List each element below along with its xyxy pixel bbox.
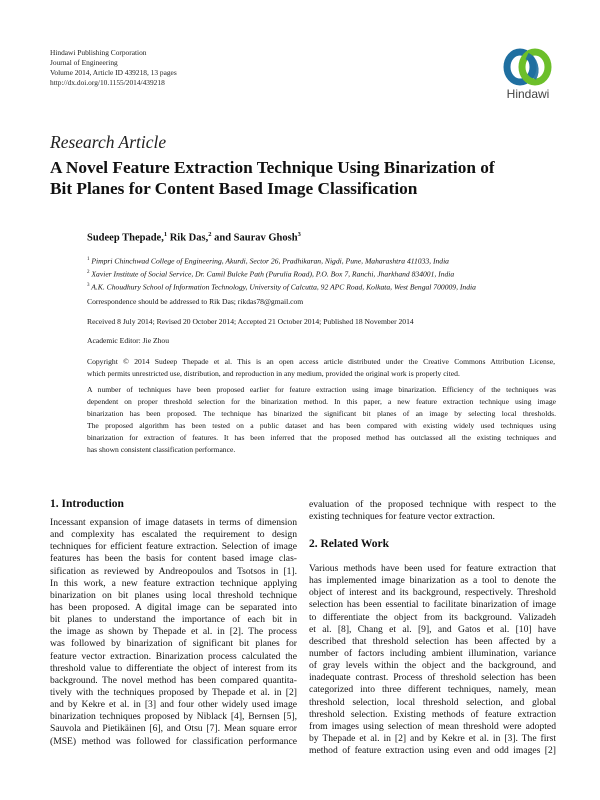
aff-text: Pimpri Chinchwad College of Engineering, Akurdi, Sector 26, Pradhikaran, Nigdi, Pune, Maharashtra 411033, India	[89, 256, 449, 266]
text-line: has been proposed. A digital image can be separated into	[50, 601, 297, 613]
text-line: to differentiate the object from its background. Valizadeh	[309, 611, 556, 623]
title-line: Bit Planes for Content Based Image Classification	[50, 179, 418, 198]
text-line: A number of techniques have been proposed earlier for feature extraction using image binarization. Efficiency of the techniques was	[87, 385, 556, 394]
aff-text: Xavier Institute of Social Service, Dr. Camil Bulcke Path (Purulia Road), P.O. Box 7, Ranchi, Jharkhand 834001, India	[89, 269, 455, 279]
text-line: feature vector extraction. Binarization process calculated the	[50, 650, 297, 662]
introduction-text	[50, 517, 297, 748]
text-line: binarization has been proposed. The technique has binarized the significant bit planes of an image by selecting local thresholds.	[87, 409, 556, 418]
hindawi-logo-text: Hindawi	[506, 87, 550, 101]
text-line: background. The novel method has been compared quantita-	[50, 674, 297, 686]
text-line: described that threshold selection has been affected by a	[309, 635, 556, 647]
text-line: the image as shown by Thepade et al. in [2]. The process	[50, 626, 297, 638]
text-line: sification as reviewed by Andreopoulos and Tsotsos in [1].	[50, 565, 297, 577]
author-name: Sudeep Thepade,	[87, 232, 164, 244]
text-line: tively with the techniques proposed by Thepade et al. in [2]	[50, 686, 297, 698]
text-line: dependent on proper threshold selection for the binarization method. In this paper, a new feature extraction technique using image	[87, 397, 556, 406]
aff-sup: 1	[87, 257, 90, 262]
text-line: Incessant expansion of image datasets in terms of dimension	[50, 517, 297, 528]
related-work-text	[309, 563, 556, 757]
text-line: http://dx.doi.org/10.1155/2014/439218	[50, 78, 165, 87]
text-line: of gray levels within the object and the background, and	[309, 660, 556, 672]
text-line: inadequate contrast. Process of threshold selection has been	[309, 672, 556, 684]
text-line: In this work, a new feature extraction technique applying	[50, 577, 297, 589]
text-line: The proposed algorithm has been tested on a public dataset and has been compared with existing widely used techniques using	[87, 421, 556, 430]
text-line: Copyright © 2014 Sudeep Thepade et al. This is an open access article distributed under the Creative Commons Attribution License,	[87, 357, 555, 366]
author-sup: 2	[208, 231, 212, 238]
section-heading-related-work: 2. Related Work	[309, 538, 389, 550]
affiliation	[87, 254, 476, 267]
text-line: number of factors including ambient illumination, variance	[309, 647, 556, 659]
text-line: method of feature extraction using even and odd images [2]	[309, 745, 556, 757]
text-line: techniques for efficient feature extraction. Selection of image	[50, 541, 297, 553]
affiliation	[87, 267, 476, 280]
text-line: from images using selection of mean threshold were adopted	[309, 720, 556, 732]
text-line: and complexity has escalated the requirement to design	[50, 529, 297, 541]
journal-header	[50, 48, 177, 88]
text-line: binarization techniques proposed by Niblack [4], Bernsen [5],	[50, 711, 297, 723]
article-type: Research Article	[50, 132, 167, 152]
text-line: object of interest and its background, respectively. Threshold	[309, 587, 556, 599]
text-line: features has been the basis for content based image clas-	[50, 553, 297, 565]
aff-text: A.K. Choudhury School of Information Technology, University of Calcutta, 92 APC Road, Kolkata, West Bengal 700009, India	[89, 282, 476, 292]
title-line: A Novel Feature Extraction Technique Using Binarization of	[50, 158, 495, 177]
text-line: Volume 2014, Article ID 439218, 13 pages	[50, 68, 177, 77]
affiliation	[87, 280, 476, 293]
text-line: bit planes to understand the importance of each bit in	[50, 614, 297, 626]
author-name: and Saurav Ghosh	[211, 232, 298, 244]
text-line: categorized into three different techniques, namely, mean	[309, 684, 556, 696]
author-sup: 3	[297, 231, 301, 238]
text-line: has implemented image binarization as a tool to denote the	[309, 575, 556, 587]
text-line: was followed by binarization of significant bit planes for	[50, 638, 297, 650]
correspondence: Correspondence should be addressed to Rik Das; rikdas78@gmail.com	[87, 297, 304, 306]
affiliations	[87, 254, 476, 293]
text-line: evaluation of the proposed technique with respect to the	[309, 499, 556, 510]
text-line: threshold value to differentiate the object of interest from its	[50, 662, 297, 674]
text-line: and by Kekre et al. in [3] and four other widely used image	[50, 699, 297, 711]
text-line: binarization on bit planes using local threshold technique	[50, 589, 297, 601]
text-line: Sauvola and Pietikäinen [6], and Otsu [7]. Mean square error	[50, 723, 297, 735]
text-line: by Thepade et al. in [2] and by Kekre et al. in [3]. The first	[309, 732, 556, 744]
text-line: existing techniques for feature vector extraction.	[309, 511, 495, 523]
text-line: et al. [8], Chang et al. [9], and Gatos et al. [10] have	[309, 623, 556, 635]
paper-title	[50, 157, 570, 199]
text-line: Various methods have been used for feature extraction that	[309, 563, 556, 574]
copyright-notice	[87, 356, 555, 380]
author-name: Rik Das,	[167, 232, 209, 244]
text-line: threshold selection, local threshold selection, and global	[309, 696, 556, 708]
publication-dates: Received 8 July 2014; Revised 20 October 2014; Accepted 21 October 2014; Published 18 November 2014	[87, 317, 414, 326]
author-sup: 1	[163, 231, 168, 238]
introduction-text-continued	[309, 499, 556, 523]
abstract	[87, 384, 556, 456]
author-list	[87, 231, 301, 244]
text-line: which permits unrestricted use, distribution, and reproduction in any medium, provided the original work is properly cited.	[87, 369, 460, 378]
aff-sup: 2	[87, 270, 90, 276]
text-line: binarization for extraction of features. It has been inferred that the proposed method has outclassed all the existing techniques and	[87, 433, 556, 442]
text-line: threshold selection. Existing methods of feature extraction	[309, 708, 556, 720]
section-heading-introduction: 1. Introduction	[50, 498, 124, 510]
text-line: has shown consistent classification performance.	[87, 445, 236, 454]
text-line: Hindawi Publishing Corporation	[50, 48, 147, 57]
text-line: Journal of Engineering	[50, 58, 118, 67]
academic-editor: Academic Editor: Jie Zhou	[87, 336, 170, 345]
aff-sup: 3	[87, 283, 90, 289]
text-line: (MSE) method was followed for classification performance	[50, 735, 297, 747]
text-line: selection has been essential to facilitate binarization of image	[309, 599, 556, 611]
